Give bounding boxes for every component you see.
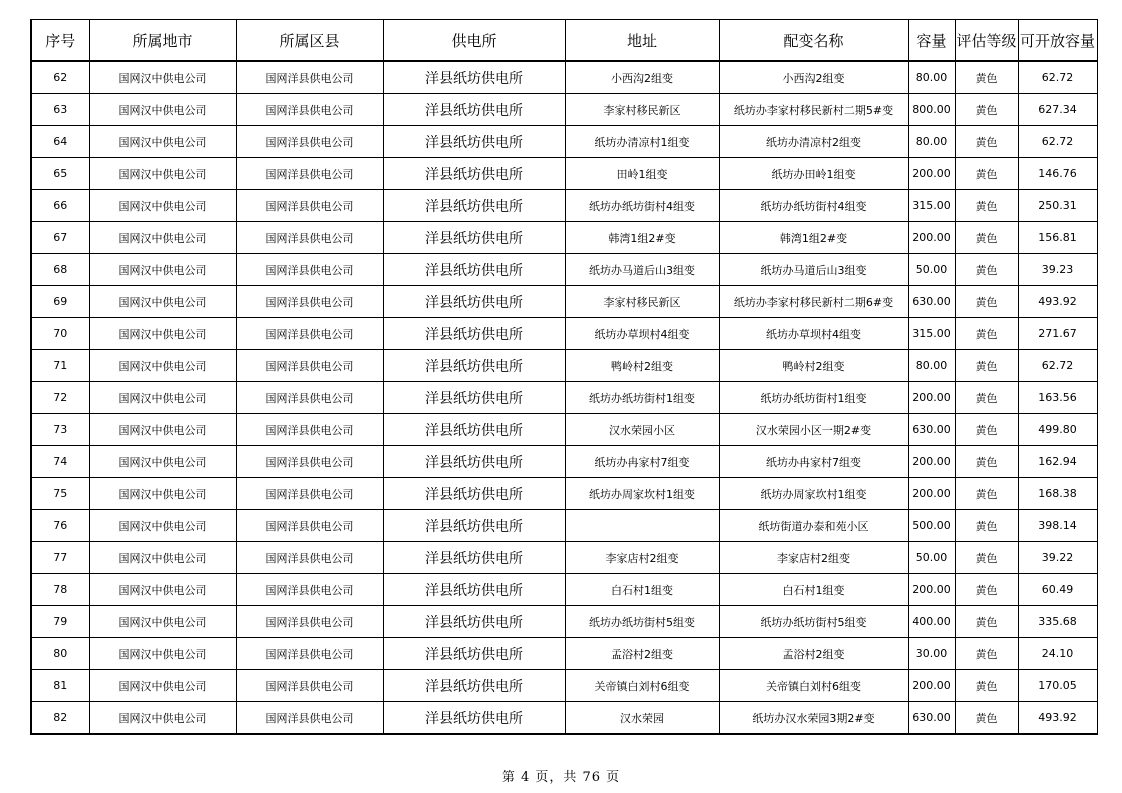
cell-county: 国网洋县供电公司	[236, 478, 383, 510]
cell-city: 国网汉中供电公司	[89, 542, 236, 574]
cell-transformer: 小西沟2组变	[719, 61, 908, 94]
header-county: 所属区县	[236, 20, 383, 62]
cell-capacity: 630.00	[908, 286, 955, 318]
cell-index: 80	[31, 638, 89, 670]
cell-city: 国网汉中供电公司	[89, 190, 236, 222]
table-row	[31, 638, 1097, 670]
capacity-table	[30, 19, 1098, 735]
cell-grade: 黄色	[955, 446, 1018, 478]
cell-address: 田岭1组变	[565, 158, 719, 190]
table-row	[31, 414, 1097, 446]
cell-county: 国网洋县供电公司	[236, 638, 383, 670]
cell-station: 洋县纸坊供电所	[383, 638, 565, 670]
cell-city: 国网汉中供电公司	[89, 254, 236, 286]
cell-open-capacity: 62.72	[1018, 350, 1097, 382]
cell-capacity: 630.00	[908, 702, 955, 735]
cell-transformer: 纸坊办汉水荣园3期2#变	[719, 702, 908, 735]
cell-city: 国网汉中供电公司	[89, 222, 236, 254]
table-row	[31, 606, 1097, 638]
header-capacity: 容量	[908, 20, 955, 62]
cell-county: 国网洋县供电公司	[236, 606, 383, 638]
cell-address: 韩湾1组2#变	[565, 222, 719, 254]
table-row	[31, 94, 1097, 126]
cell-address: 纸坊办纸坊街村5组变	[565, 606, 719, 638]
table-row	[31, 382, 1097, 414]
cell-address: 纸坊办草坝村4组变	[565, 318, 719, 350]
cell-address: 纸坊办清凉村1组变	[565, 126, 719, 158]
cell-county: 国网洋县供电公司	[236, 126, 383, 158]
cell-transformer: 纸坊办冉家村7组变	[719, 446, 908, 478]
cell-address: 白石村1组变	[565, 574, 719, 606]
cell-transformer: 纸坊办李家村移民新村二期5#变	[719, 94, 908, 126]
cell-county: 国网洋县供电公司	[236, 222, 383, 254]
cell-address: 纸坊办纸坊街村4组变	[565, 190, 719, 222]
cell-city: 国网汉中供电公司	[89, 574, 236, 606]
cell-capacity: 200.00	[908, 478, 955, 510]
cell-capacity: 50.00	[908, 542, 955, 574]
cell-grade: 黄色	[955, 254, 1018, 286]
cell-open-capacity: 62.72	[1018, 126, 1097, 158]
cell-county: 国网洋县供电公司	[236, 446, 383, 478]
cell-city: 国网汉中供电公司	[89, 638, 236, 670]
cell-city: 国网汉中供电公司	[89, 510, 236, 542]
cell-capacity: 800.00	[908, 94, 955, 126]
cell-station: 洋县纸坊供电所	[383, 510, 565, 542]
cell-county: 国网洋县供电公司	[236, 542, 383, 574]
cell-station: 洋县纸坊供电所	[383, 190, 565, 222]
table-header-row	[31, 20, 1097, 62]
table-row	[31, 61, 1097, 94]
cell-transformer: 韩湾1组2#变	[719, 222, 908, 254]
cell-station: 洋县纸坊供电所	[383, 382, 565, 414]
cell-city: 国网汉中供电公司	[89, 158, 236, 190]
cell-grade: 黄色	[955, 478, 1018, 510]
cell-city: 国网汉中供电公司	[89, 126, 236, 158]
cell-station: 洋县纸坊供电所	[383, 670, 565, 702]
cell-grade: 黄色	[955, 94, 1018, 126]
cell-transformer: 纸坊办李家村移民新村二期6#变	[719, 286, 908, 318]
header-transformer: 配变名称	[719, 20, 908, 62]
cell-address: 汉水荣园	[565, 702, 719, 735]
cell-grade: 黄色	[955, 542, 1018, 574]
cell-county: 国网洋县供电公司	[236, 702, 383, 735]
cell-index: 68	[31, 254, 89, 286]
table-row	[31, 126, 1097, 158]
cell-station: 洋县纸坊供电所	[383, 222, 565, 254]
cell-city: 国网汉中供电公司	[89, 414, 236, 446]
cell-capacity: 400.00	[908, 606, 955, 638]
cell-county: 国网洋县供电公司	[236, 382, 383, 414]
cell-grade: 黄色	[955, 638, 1018, 670]
cell-grade: 黄色	[955, 190, 1018, 222]
cell-open-capacity: 39.22	[1018, 542, 1097, 574]
cell-county: 国网洋县供电公司	[236, 94, 383, 126]
cell-grade: 黄色	[955, 702, 1018, 735]
cell-index: 64	[31, 126, 89, 158]
cell-address: 小西沟2组变	[565, 61, 719, 94]
cell-address: 李家店村2组变	[565, 542, 719, 574]
header-address: 地址	[565, 20, 719, 62]
table-row	[31, 670, 1097, 702]
cell-index: 66	[31, 190, 89, 222]
cell-open-capacity: 627.34	[1018, 94, 1097, 126]
cell-capacity: 315.00	[908, 190, 955, 222]
cell-county: 国网洋县供电公司	[236, 350, 383, 382]
cell-capacity: 30.00	[908, 638, 955, 670]
cell-index: 65	[31, 158, 89, 190]
cell-open-capacity: 39.23	[1018, 254, 1097, 286]
cell-index: 75	[31, 478, 89, 510]
cell-capacity: 315.00	[908, 318, 955, 350]
cell-address: 纸坊办冉家村7组变	[565, 446, 719, 478]
cell-index: 72	[31, 382, 89, 414]
cell-grade: 黄色	[955, 318, 1018, 350]
table-row	[31, 510, 1097, 542]
cell-address: 纸坊办周家坎村1组变	[565, 478, 719, 510]
cell-capacity: 500.00	[908, 510, 955, 542]
cell-city: 国网汉中供电公司	[89, 446, 236, 478]
cell-capacity: 200.00	[908, 382, 955, 414]
table-row	[31, 542, 1097, 574]
cell-station: 洋县纸坊供电所	[383, 606, 565, 638]
cell-county: 国网洋县供电公司	[236, 286, 383, 318]
cell-address: 纸坊办纸坊街村1组变	[565, 382, 719, 414]
cell-index: 82	[31, 702, 89, 735]
cell-transformer: 关帝镇白刘村6组变	[719, 670, 908, 702]
cell-grade: 黄色	[955, 606, 1018, 638]
cell-county: 国网洋县供电公司	[236, 61, 383, 94]
cell-transformer: 李家店村2组变	[719, 542, 908, 574]
cell-transformer: 白石村1组变	[719, 574, 908, 606]
cell-county: 国网洋县供电公司	[236, 510, 383, 542]
cell-capacity: 50.00	[908, 254, 955, 286]
header-open-capacity: 可开放容量	[1018, 20, 1097, 62]
table-row	[31, 254, 1097, 286]
cell-index: 78	[31, 574, 89, 606]
cell-address: 纸坊办马道后山3组变	[565, 254, 719, 286]
cell-transformer: 纸坊办周家坎村1组变	[719, 478, 908, 510]
cell-station: 洋县纸坊供电所	[383, 94, 565, 126]
cell-transformer: 汉水荣园小区一期2#变	[719, 414, 908, 446]
table-row	[31, 574, 1097, 606]
page-number: 第 4 页，共 76 页	[501, 770, 621, 785]
cell-grade: 黄色	[955, 382, 1018, 414]
cell-station: 洋县纸坊供电所	[383, 414, 565, 446]
cell-open-capacity: 398.14	[1018, 510, 1097, 542]
cell-station: 洋县纸坊供电所	[383, 286, 565, 318]
cell-address: 汉水荣园小区	[565, 414, 719, 446]
cell-grade: 黄色	[955, 286, 1018, 318]
cell-capacity: 80.00	[908, 350, 955, 382]
table-row	[31, 318, 1097, 350]
cell-capacity: 630.00	[908, 414, 955, 446]
cell-grade: 黄色	[955, 670, 1018, 702]
cell-city: 国网汉中供电公司	[89, 350, 236, 382]
cell-index: 70	[31, 318, 89, 350]
cell-address: 孟浴村2组变	[565, 638, 719, 670]
cell-station: 洋县纸坊供电所	[383, 350, 565, 382]
cell-transformer: 纸坊办纸坊街村5组变	[719, 606, 908, 638]
cell-station: 洋县纸坊供电所	[383, 254, 565, 286]
cell-index: 62	[31, 61, 89, 94]
cell-station: 洋县纸坊供电所	[383, 158, 565, 190]
cell-open-capacity: 62.72	[1018, 61, 1097, 94]
cell-open-capacity: 24.10	[1018, 638, 1097, 670]
cell-open-capacity: 60.49	[1018, 574, 1097, 606]
table-row	[31, 446, 1097, 478]
cell-transformer: 纸坊办清凉村2组变	[719, 126, 908, 158]
cell-station: 洋县纸坊供电所	[383, 542, 565, 574]
cell-open-capacity: 335.68	[1018, 606, 1097, 638]
cell-index: 73	[31, 414, 89, 446]
cell-county: 国网洋县供电公司	[236, 414, 383, 446]
cell-city: 国网汉中供电公司	[89, 61, 236, 94]
cell-open-capacity: 271.67	[1018, 318, 1097, 350]
cell-station: 洋县纸坊供电所	[383, 446, 565, 478]
cell-address: 李家村移民新区	[565, 94, 719, 126]
cell-city: 国网汉中供电公司	[89, 606, 236, 638]
cell-index: 81	[31, 670, 89, 702]
cell-city: 国网汉中供电公司	[89, 382, 236, 414]
cell-open-capacity: 156.81	[1018, 222, 1097, 254]
cell-station: 洋县纸坊供电所	[383, 478, 565, 510]
cell-open-capacity: 493.92	[1018, 702, 1097, 735]
table-row	[31, 478, 1097, 510]
cell-station: 洋县纸坊供电所	[383, 318, 565, 350]
cell-city: 国网汉中供电公司	[89, 318, 236, 350]
cell-station: 洋县纸坊供电所	[383, 574, 565, 606]
table-row	[31, 286, 1097, 318]
cell-index: 69	[31, 286, 89, 318]
cell-open-capacity: 493.92	[1018, 286, 1097, 318]
cell-grade: 黄色	[955, 350, 1018, 382]
cell-transformer: 鸭岭村2组变	[719, 350, 908, 382]
cell-index: 63	[31, 94, 89, 126]
cell-grade: 黄色	[955, 222, 1018, 254]
cell-transformer: 孟浴村2组变	[719, 638, 908, 670]
cell-open-capacity: 162.94	[1018, 446, 1097, 478]
cell-address: 李家村移民新区	[565, 286, 719, 318]
cell-station: 洋县纸坊供电所	[383, 61, 565, 94]
cell-capacity: 200.00	[908, 670, 955, 702]
cell-capacity: 200.00	[908, 574, 955, 606]
cell-index: 71	[31, 350, 89, 382]
cell-county: 国网洋县供电公司	[236, 190, 383, 222]
cell-capacity: 80.00	[908, 61, 955, 94]
cell-grade: 黄色	[955, 61, 1018, 94]
cell-address	[565, 510, 719, 542]
cell-city: 国网汉中供电公司	[89, 94, 236, 126]
table-row	[31, 222, 1097, 254]
cell-address: 鸭岭村2组变	[565, 350, 719, 382]
cell-open-capacity: 163.56	[1018, 382, 1097, 414]
cell-index: 77	[31, 542, 89, 574]
cell-index: 79	[31, 606, 89, 638]
cell-station: 洋县纸坊供电所	[383, 702, 565, 735]
cell-county: 国网洋县供电公司	[236, 574, 383, 606]
cell-grade: 黄色	[955, 126, 1018, 158]
table-row	[31, 702, 1097, 735]
cell-open-capacity: 250.31	[1018, 190, 1097, 222]
cell-grade: 黄色	[955, 414, 1018, 446]
cell-capacity: 200.00	[908, 222, 955, 254]
cell-city: 国网汉中供电公司	[89, 478, 236, 510]
cell-station: 洋县纸坊供电所	[383, 126, 565, 158]
cell-transformer: 纸坊办草坝村4组变	[719, 318, 908, 350]
cell-capacity: 200.00	[908, 158, 955, 190]
cell-city: 国网汉中供电公司	[89, 670, 236, 702]
cell-county: 国网洋县供电公司	[236, 670, 383, 702]
cell-city: 国网汉中供电公司	[89, 702, 236, 735]
cell-open-capacity: 146.76	[1018, 158, 1097, 190]
table-row	[31, 350, 1097, 382]
cell-county: 国网洋县供电公司	[236, 254, 383, 286]
cell-city: 国网汉中供电公司	[89, 286, 236, 318]
cell-transformer: 纸坊办纸坊街村4组变	[719, 190, 908, 222]
cell-grade: 黄色	[955, 158, 1018, 190]
cell-address: 关帝镇白刘村6组变	[565, 670, 719, 702]
cell-open-capacity: 499.80	[1018, 414, 1097, 446]
cell-open-capacity: 168.38	[1018, 478, 1097, 510]
header-station: 供电所	[383, 20, 565, 62]
cell-transformer: 纸坊办田岭1组变	[719, 158, 908, 190]
cell-index: 67	[31, 222, 89, 254]
cell-capacity: 80.00	[908, 126, 955, 158]
cell-capacity: 200.00	[908, 446, 955, 478]
cell-county: 国网洋县供电公司	[236, 158, 383, 190]
cell-index: 74	[31, 446, 89, 478]
cell-grade: 黄色	[955, 510, 1018, 542]
cell-transformer: 纸坊街道办泰和苑小区	[719, 510, 908, 542]
table-row	[31, 158, 1097, 190]
cell-transformer: 纸坊办纸坊街村1组变	[719, 382, 908, 414]
cell-index: 76	[31, 510, 89, 542]
cell-grade: 黄色	[955, 574, 1018, 606]
header-index: 序号	[31, 20, 89, 62]
header-grade: 评估等级	[955, 20, 1018, 62]
header-city: 所属地市	[89, 20, 236, 62]
table-row	[31, 190, 1097, 222]
cell-county: 国网洋县供电公司	[236, 318, 383, 350]
cell-transformer: 纸坊办马道后山3组变	[719, 254, 908, 286]
cell-open-capacity: 170.05	[1018, 670, 1097, 702]
